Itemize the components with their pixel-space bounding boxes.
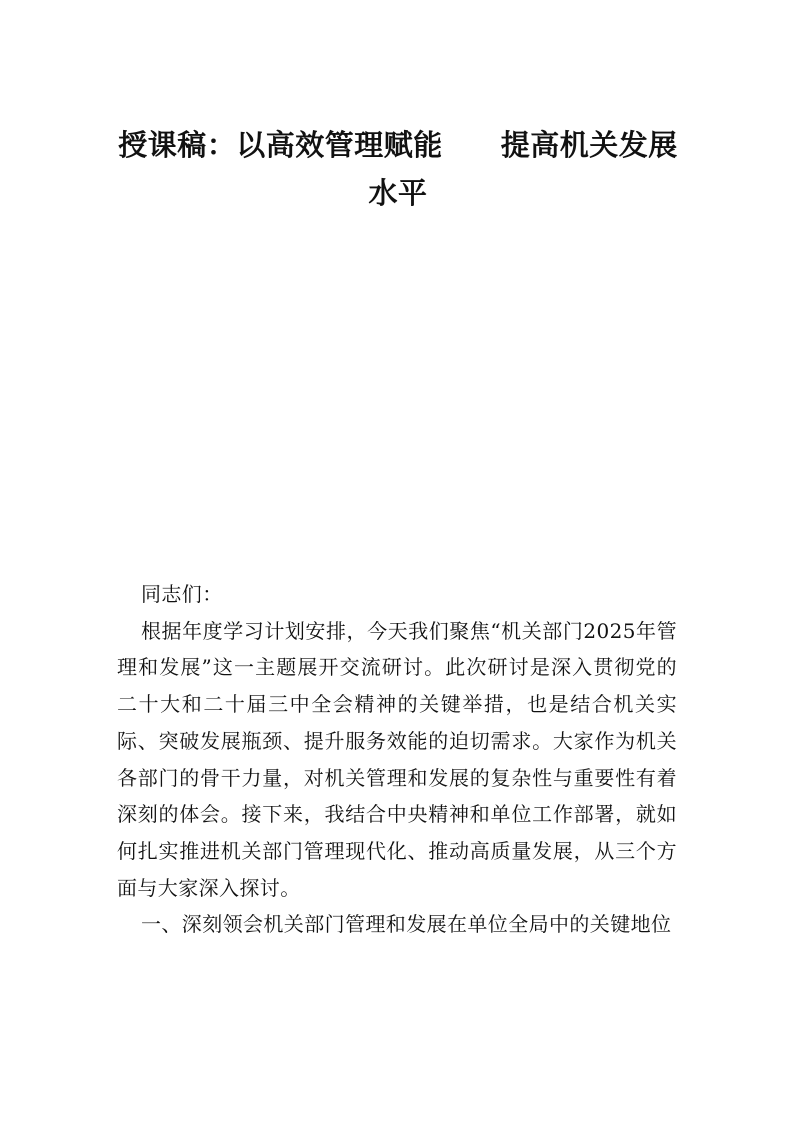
intro-paragraph: 根据年度学习计划安排，今天我们聚焦“机关部门2025年管理和发展”这一主题展开交流研讨。此次研讨是深入贯彻党的二十大和二十届三中全会精神的关键举措，也是结合机关实际、突破发展瓶颈、提升服务效能的迫切需求。大家作为机关各部门的骨干力量，对机关管理和发展的复杂性与重要性有着深刻的体会。接下来，我结合中央精神和单位工作部署，就如何扎实推进机关部门管理现代化、推动高质量发展，从三个方面与大家深入探讨。 — [117, 618, 677, 900]
title-part-1: 授课稿：以高效管理赋能 — [118, 128, 443, 162]
salutation-paragraph: 同志们： — [141, 582, 223, 606]
document-title — [118, 121, 678, 217]
document-body — [117, 576, 677, 943]
title-part-2: 提高机关发展水平 — [368, 128, 678, 210]
section-heading-1: 一、深刻领会机关部门管理和发展在单位全局中的关键地位 — [141, 912, 672, 937]
